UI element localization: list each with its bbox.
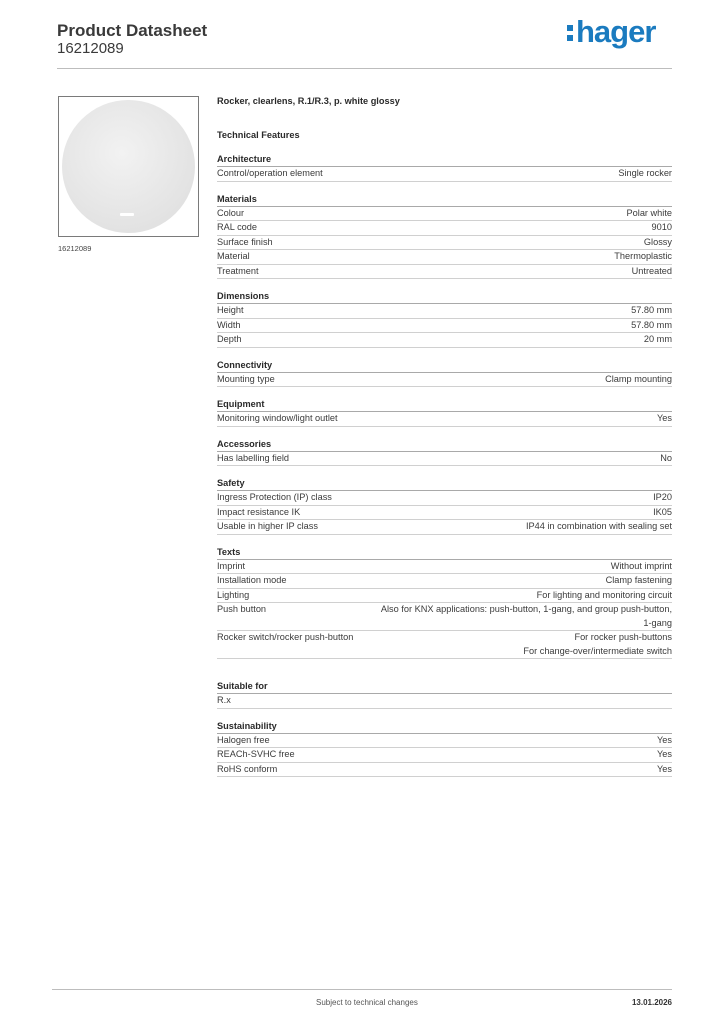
spec-label: Mounting type	[217, 373, 275, 384]
section-spacer	[217, 709, 672, 719]
spec-value-line: 20 mm	[643, 334, 672, 344]
spec-value	[259, 265, 672, 279]
spec-value-line: Thermoplastic	[614, 251, 672, 261]
light-window-icon	[120, 213, 134, 216]
spec-row	[217, 333, 672, 348]
spec-label: Width	[217, 319, 241, 330]
spec-value-line: 57.80 mm	[631, 319, 672, 330]
spec-value-line: Clamp mounting	[605, 373, 672, 384]
spec-label: Material	[217, 251, 250, 261]
spec-row	[217, 207, 672, 222]
spec-label: Surface finish	[217, 236, 273, 247]
spec-value	[270, 734, 672, 748]
spec-value-line: Yes	[657, 763, 672, 774]
spec-value	[241, 319, 673, 333]
spec-row	[217, 694, 672, 709]
spec-label: RoHS conform	[217, 763, 278, 774]
spec-value	[289, 452, 672, 466]
section-heading: Sustainability	[217, 719, 672, 734]
spec-label: Impact resistance IK	[217, 506, 301, 517]
spec-value-line: For rocker push-buttons	[574, 632, 672, 642]
spec-value	[277, 763, 672, 777]
footer-note: Subject to technical changes	[316, 998, 418, 1007]
spec-label: Treatment	[217, 265, 259, 276]
spec-row	[217, 491, 672, 506]
section-spacer	[217, 142, 672, 152]
spec-row	[217, 452, 672, 467]
spec-value-line: Yes	[657, 749, 672, 759]
spec-value-line: For lighting and monitoring circuit	[536, 589, 672, 600]
spec-row	[217, 763, 672, 778]
spec-label: RAL code	[217, 222, 258, 232]
spec-value-line: For change-over/intermediate switch	[523, 645, 672, 656]
section-spacer	[217, 348, 672, 358]
spec-row	[217, 506, 672, 521]
spec-value	[273, 236, 672, 250]
spec-value	[323, 167, 672, 181]
spec-row	[217, 304, 672, 319]
spec-value-line: IP20	[653, 492, 672, 502]
spec-value-line: Single rocker	[618, 168, 672, 178]
section-heading: Suitable for	[217, 679, 672, 694]
section-heading: Dimensions	[217, 289, 672, 304]
spec-value-line: 57.80 mm	[631, 305, 672, 315]
spec-row	[217, 748, 672, 763]
spec-value-line: IP44 in combination with sealing set	[525, 521, 672, 531]
spec-value	[353, 631, 672, 658]
page-title: Product Datasheet	[57, 21, 208, 40]
spec-row	[217, 574, 672, 589]
spec-value-line: Yes	[657, 734, 672, 745]
spec-value	[249, 589, 672, 603]
spec-label: Imprint	[217, 560, 246, 571]
header-divider	[57, 68, 672, 69]
spec-label: Ingress Protection (IP) class	[217, 492, 332, 502]
spec-value-line: Without imprint	[610, 560, 672, 571]
spec-label: REACh-SVHC free	[217, 749, 295, 759]
footer-divider	[52, 989, 672, 990]
logo-dots-icon	[567, 23, 573, 43]
section-heading: Accessories	[217, 437, 672, 452]
spec-row	[217, 319, 672, 334]
spec-label: Depth	[217, 334, 242, 344]
section-heading: Equipment	[217, 397, 672, 412]
spec-value	[257, 221, 672, 235]
spec-label: Height	[217, 305, 244, 315]
spec-value-line: Also for KNX applications: push-button, 1-gang, and group push-button,	[380, 604, 672, 614]
section-spacer	[217, 182, 672, 192]
spec-value-line: Glossy	[643, 236, 672, 247]
spec-value	[244, 207, 672, 221]
spec-row	[217, 167, 672, 182]
spec-label: Rocker switch/rocker push-button	[217, 632, 354, 642]
spec-value	[275, 373, 672, 387]
section-spacer	[217, 427, 672, 437]
section-heading: Materials	[217, 192, 672, 207]
spec-label: Lighting	[217, 589, 250, 600]
spec-value-line: 9010	[651, 222, 672, 232]
spec-row	[217, 373, 672, 388]
image-caption: 16212089	[58, 244, 92, 253]
spec-row	[217, 589, 672, 604]
spec-value	[266, 603, 672, 630]
spec-value	[250, 250, 672, 264]
spec-sections	[217, 142, 672, 777]
section-heading: Architecture	[217, 152, 672, 167]
technical-features-heading: Technical Features	[217, 130, 300, 140]
footer-date: 13.01.2026	[631, 998, 672, 1007]
hager-logo	[567, 14, 655, 50]
spec-row	[217, 560, 672, 575]
section-heading: Texts	[217, 545, 672, 560]
section-spacer	[217, 659, 672, 679]
spec-value-line: Polar white	[626, 207, 672, 218]
spec-value	[318, 520, 672, 534]
spec-row	[217, 734, 672, 749]
product-title: Rocker, clearlens, R.1/R.3, p. white glossy	[217, 96, 400, 106]
spec-value	[286, 574, 672, 588]
section-spacer	[217, 466, 672, 476]
section-spacer	[217, 279, 672, 289]
spec-value	[338, 412, 672, 426]
spec-label: Control/operation element	[217, 168, 323, 178]
spec-row	[217, 236, 672, 251]
spec-row	[217, 631, 672, 659]
spec-label: Has labelling field	[217, 452, 290, 463]
logo-text: hager	[576, 14, 656, 49]
spec-label: Usable in higher IP class	[217, 521, 318, 531]
section-spacer	[217, 387, 672, 397]
spec-label: Colour	[217, 207, 245, 218]
spec-value	[300, 506, 672, 520]
product-number: 16212089	[57, 40, 124, 57]
spec-value-line: IK05	[653, 506, 672, 517]
spec-label: Installation mode	[217, 575, 287, 585]
spec-value	[332, 491, 672, 505]
spec-value-line: Yes	[657, 413, 672, 423]
spec-value	[245, 560, 672, 574]
spec-value-line: No	[660, 452, 672, 463]
spec-value	[295, 748, 672, 762]
product-image	[58, 96, 199, 237]
spec-row	[217, 221, 672, 236]
spec-label: Monitoring window/light outlet	[217, 413, 338, 423]
spec-row	[217, 603, 672, 631]
spec-row	[217, 412, 672, 427]
spec-value	[244, 304, 672, 318]
spec-row	[217, 250, 672, 265]
spec-value-line: Clamp fastening	[605, 575, 672, 585]
section-heading: Connectivity	[217, 358, 672, 373]
section-heading: Safety	[217, 476, 672, 491]
spec-row	[217, 265, 672, 280]
spec-row	[217, 520, 672, 535]
spec-label: R.x	[217, 695, 231, 705]
spec-label: Halogen free	[217, 734, 270, 745]
spec-value-line: Untreated	[631, 265, 672, 276]
spec-value-line: 1-gang	[643, 617, 672, 628]
spec-label: Push button	[217, 604, 267, 614]
spec-value	[242, 333, 672, 347]
spec-content	[217, 94, 672, 777]
section-spacer	[217, 535, 672, 545]
